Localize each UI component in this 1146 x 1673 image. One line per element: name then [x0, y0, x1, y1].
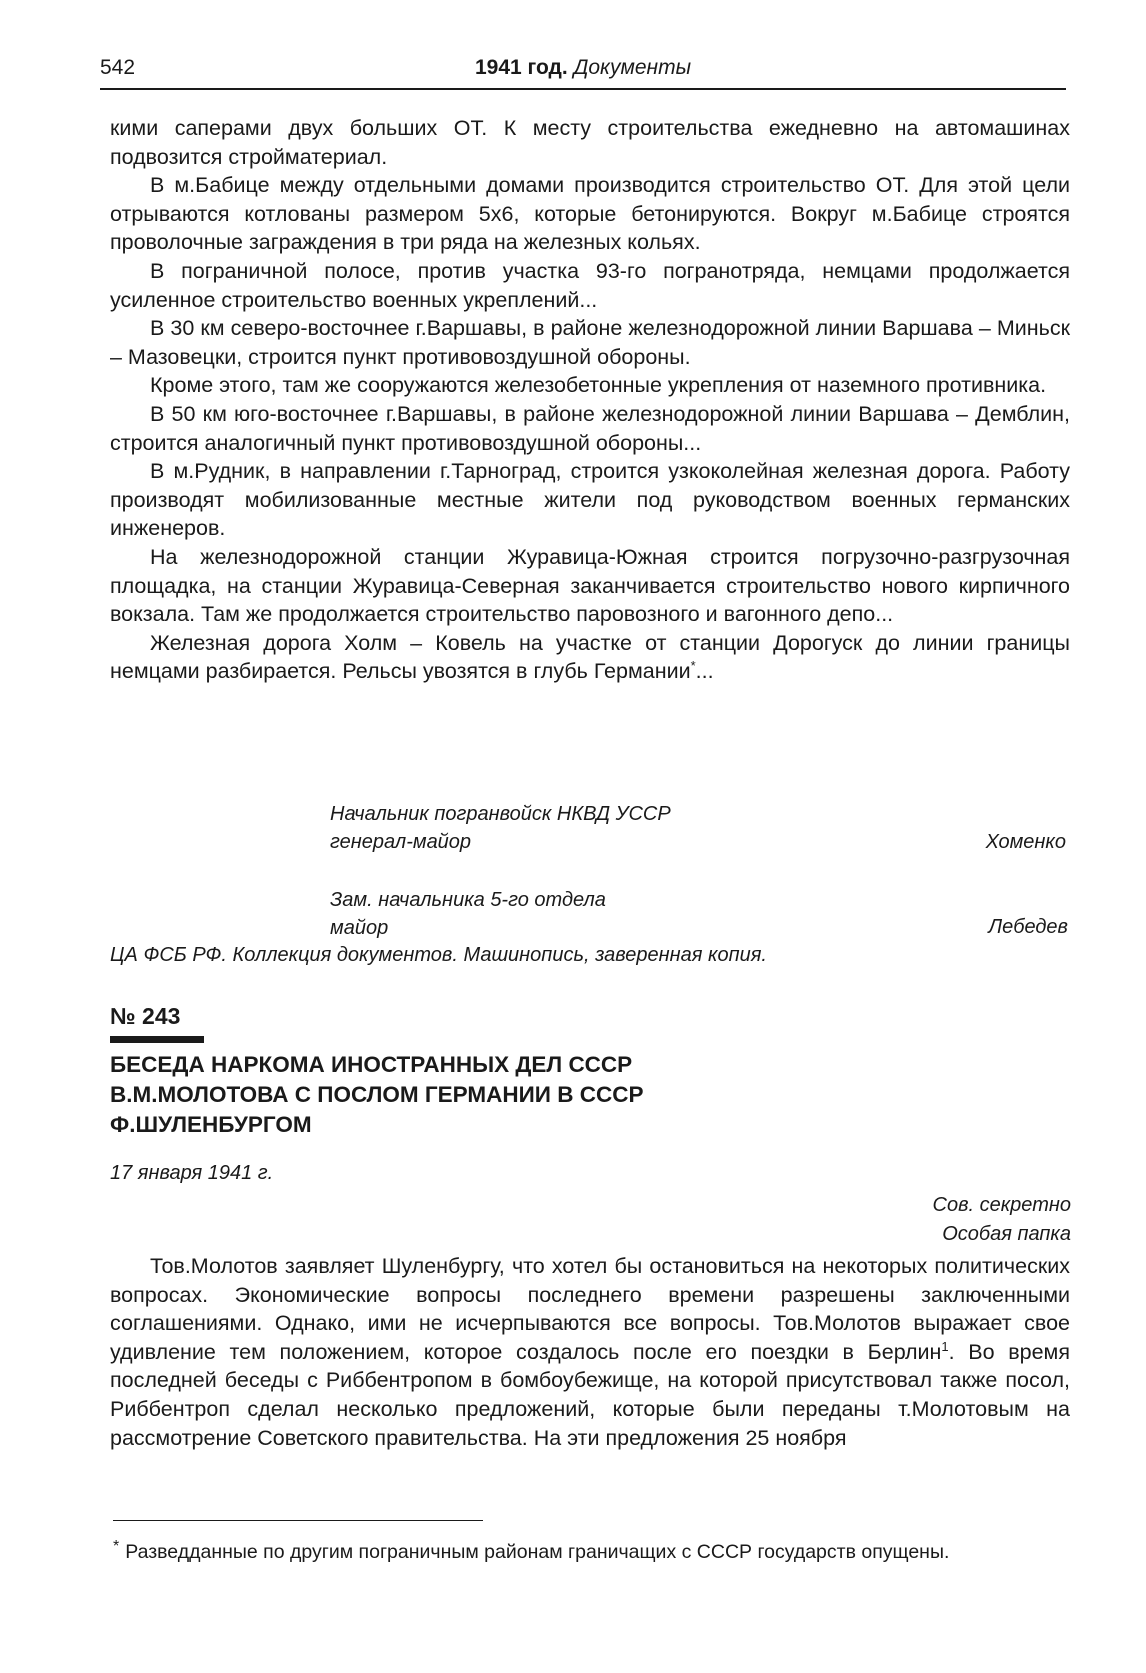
running-title: [100, 56, 1066, 80]
footnote-reference[interactable]: 1: [941, 1338, 949, 1354]
footnote: [113, 1538, 1068, 1566]
paragraph-last: [110, 629, 1070, 686]
running-title-year: 1941 год.: [474, 56, 568, 79]
running-title-section: Документы: [573, 56, 692, 79]
signature-title-1: Начальник погранвойск НКВД УССР генерал-майор: [330, 803, 671, 853]
page-number: 542: [100, 56, 136, 79]
previous-document-text: [110, 114, 1070, 686]
ellipsis: ...: [695, 659, 714, 684]
signature-name-1: Хоменко: [985, 831, 1066, 853]
classification-stamp: Сов. секретно Особая папка: [932, 1194, 1071, 1245]
paragraph: Тов.Молотов заявляет Шуленбургу, что хотел бы остановиться на некоторых политических вопросах. Экономические вопросы последнего времени разрешены заключенными соглашениями. Однако, ими не исчерпываются все вопросы. Тов.Молотов выражает свое удивление тем положением, которое создалось после его поездки в Берлин$^1$. Во время последней беседы с Риббентропом в бомбоубежище, на которой присутствовал также посол, Риббентроп сделал несколько предложений, которые были переданы т.Молотовым на рассмотрение Советского правительства. На эти предложения 25 ноября: [110, 1254, 1070, 1450]
footnote-text: Разведданные по другим пограничным районам граничащих с СССР государств опущены.: [125, 1541, 950, 1563]
paragraph: В м.Бабице между отдельными домами производится строительство ОТ. Для этой цели отрываются котлованы размером 5х6, которые бетонируются. Вокруг м.Бабице строятся проволочные заграждения в три ряда на железных кольях.: [110, 173, 1070, 255]
paragraph: В м.Рудник, в направлении г.Тарноград, строится узкоколейная железная дорога. Работу производят мобилизованные местные жители под руководством военных германских инженеров.: [110, 459, 1070, 541]
page-header: [100, 52, 1066, 90]
signature-title-2: Зам. начальника 5-го отдела майор: [330, 889, 606, 939]
document-date: 17 января 1941 г.: [110, 1162, 274, 1184]
paragraph: Кроме этого, там же сооружаются железобетонные укрепления от наземного противника.: [150, 373, 1047, 398]
footnote-divider: [113, 1520, 483, 1521]
footnote-reference[interactable]: *: [690, 658, 696, 674]
document-title: БЕСЕДА НАРКОМА ИНОСТРАННЫХ ДЕЛ СССР В.М.МОЛОТОВА С ПОСЛОМ ГЕРМАНИИ В СССР Ф.ШУЛЕНБУРГОМ: [110, 1052, 644, 1137]
paragraph: На железнодорожной станции Журавица-Южная строится погрузочно-разгрузочная площадка, на станции Журавица-Северная заканчивается строительство нового кирпичного вокзала. Там же продолжается строительство паровозного и вагонного депо...: [110, 544, 1070, 627]
paragraph: В пограничной полосе, против участка 93-го погранотряда, немцами продолжается усиленное строительство военных укреплений...: [110, 258, 1070, 312]
signature-name-2: Лебедев: [988, 916, 1068, 938]
archive-source: ЦА ФСБ РФ. Коллекция документов. Машинопись, заверенная копия.: [110, 944, 767, 966]
paragraph: кими саперами двух больших ОТ. К месту строительства ежедневно на автомашинах подвозится стройматериал.: [110, 116, 1070, 169]
document-number-bar: [110, 1036, 204, 1043]
paragraph: В 50 км юго-восточнее г.Варшавы, в районе железнодорожной линии Варшава – Демблин, строится аналогичный пункт противовоздушной обороны...: [110, 401, 1070, 455]
last-paragraph-text: Железная дорога Холм – Ковель на участке от станции Дорогуск до линии границы немцами разбирается. Рельсы увозятся в глубь Германии: [110, 630, 1070, 684]
document-number: № 243: [110, 1003, 181, 1029]
footnote-mark: *: [113, 1537, 120, 1555]
paragraph: В 30 км северо-восточнее г.Варшавы, в районе железнодорожной линии Варшава – Миньск – Мазовецки, строится пункт противовоздушной обороны.: [110, 316, 1070, 369]
document-body: [110, 1252, 1070, 1452]
